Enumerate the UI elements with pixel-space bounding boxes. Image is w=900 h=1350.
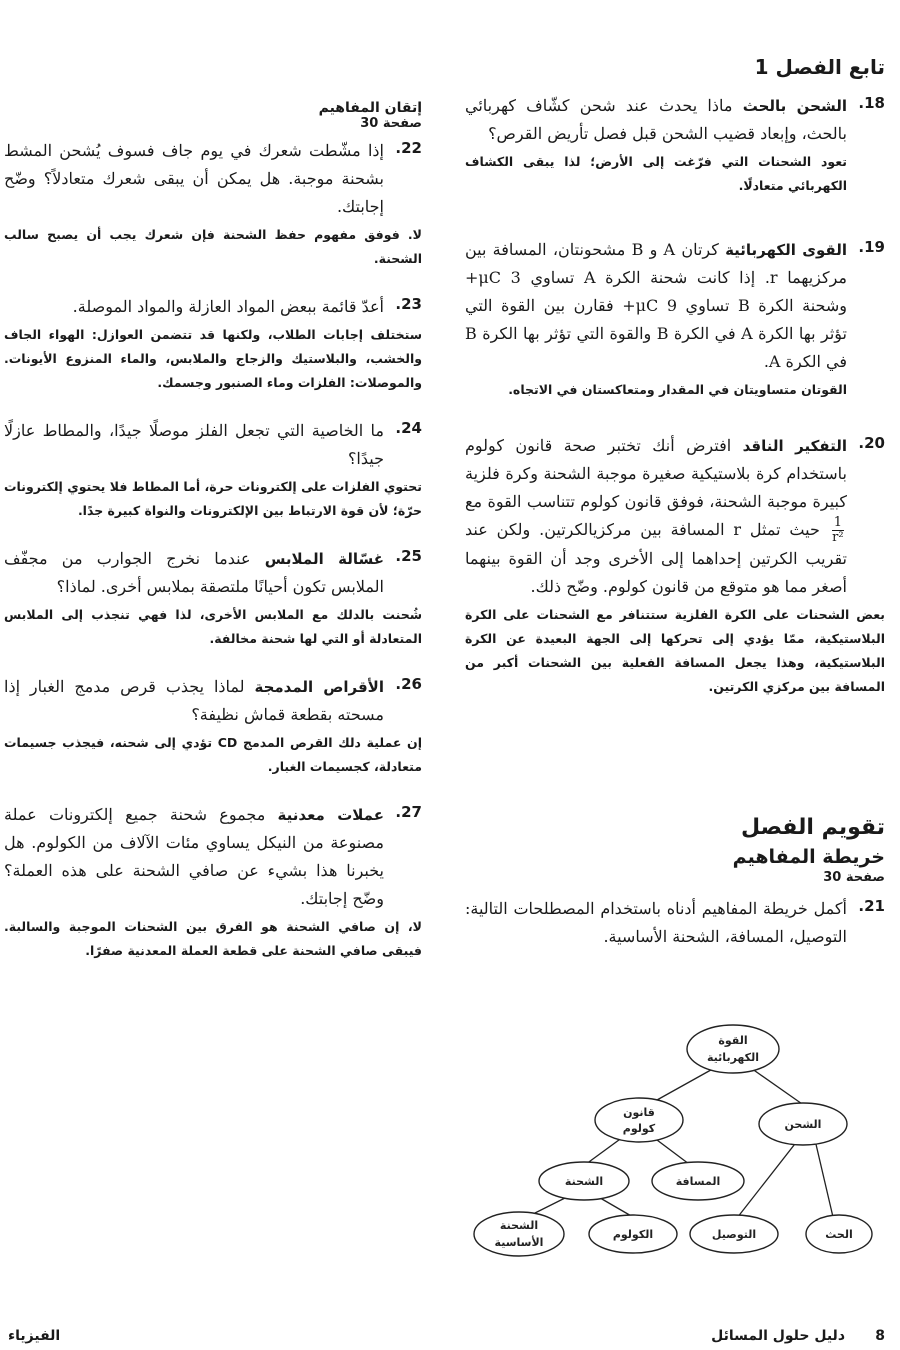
link-charging-induction <box>815 1140 833 1217</box>
question-number: 24. <box>395 419 422 437</box>
footer-page-number: 8 <box>875 1328 885 1344</box>
svg-text:الشحنة: الشحنة <box>499 1219 539 1232</box>
question-number: 18. <box>858 94 885 112</box>
svg-text:الشحن: الشحن <box>784 1118 822 1131</box>
question-20 <box>465 432 885 699</box>
question-answer: لا، إن صافي الشحنة هو الفرق بين الشحنات الموجبة والسالبة. فيبقى صافي الشحنة على قطعة العملة المعدنية صفرًا. <box>4 919 422 958</box>
question-text: ماذا يحدث عند شحن كشّاف كهربائي بالحث، وإبعاد قضيب الشحن قبل فصل تأريض القرص؟ <box>465 96 847 143</box>
question-26 <box>4 673 422 729</box>
question-label: غسّالة الملابس <box>264 550 384 568</box>
question-24 <box>4 417 422 473</box>
question-answer: ستختلف إجابات الطلاب، ولكنها قد تتضمن العوازل: الهواء الجاف والخشب، والبلاستيك والزجاج والملابس، والماء المنزوع الأيونات. والموصلات: الفلزات وماء الصنبور وجسمك. <box>4 327 422 390</box>
question-text: كرتان A و B مشحونتان، المسافة بين مركزيهما r. إذا كانت شحنة الكرة A تساوي 3 μC+ وشحنة الكرة B تساوي 9 μC+ فقارن بين القوة التي تؤثر بها الكرة A في الكرة B والقوة التي تؤثر بها الكرة B في الكرة A. <box>465 240 848 371</box>
right-column <box>465 92 885 699</box>
node-induction <box>806 1215 872 1253</box>
question-label: عملات معدنية <box>277 806 384 824</box>
svg-text:التوصيل: التوصيل <box>711 1228 757 1241</box>
section-heading: إتقان المفاهيم <box>318 100 422 116</box>
svg-text:كولوم: كولوم <box>622 1122 656 1135</box>
svg-text:المسافة: المسافة <box>675 1175 721 1188</box>
inverse-square-fraction <box>832 516 844 545</box>
question-text: عندما نخرج الجوارب من مجفّف الملابس تكون أحيانًا ملتصقة بملابس أخرى. لماذا؟ <box>4 549 384 596</box>
question-answer: لا. فوفق مفهوم حفظ الشحنة فإن شعرك يجب أن يصبح سالب الشحنة. <box>4 227 422 266</box>
fraction-denominator: r² <box>832 530 844 545</box>
svg-text:الكولوم: الكولوم <box>612 1228 654 1241</box>
svg-text:الأساسية: الأساسية <box>494 1236 544 1249</box>
question-text: أعدّ قائمة ببعض المواد العازلة والمواد الموصلة. <box>72 297 384 316</box>
node-charge <box>539 1162 629 1200</box>
concept-map <box>465 1020 875 1260</box>
page-reference: صفحة 30 <box>823 870 885 885</box>
question-number: 23. <box>395 295 422 313</box>
link-charging-conduction <box>737 1140 798 1218</box>
question-text: أكمل خريطة المفاهيم أدناه باستخدام المصطلحات التالية: التوصيل، المسافة، الشحنة الأساسية. <box>465 899 847 946</box>
question-answer: إن عملية دلك القرص المدمج CD تؤدي إلى شحنه، فيجذب جسيمات متعادلة، كجسيمات الغبار. <box>4 735 422 774</box>
node-conduction <box>690 1215 778 1253</box>
svg-text:قانون: قانون <box>623 1106 655 1119</box>
question-answer: شُحنت بالدلك مع الملابس الأخرى، لذا فهي تنجذب إلى الملابس المتعادلة أو التي لها شحنة مخالفة. <box>4 607 422 646</box>
node-charging <box>759 1103 847 1145</box>
link-force-coulomb-law <box>648 1066 718 1105</box>
question-answer: بعض الشحنات على الكرة الفلزية ستتنافر مع الشحنات على الكرة البلاستيكية، ممّا يؤدي إلى تحركها إلى الجهة البعيدة عن الكرة البلاستيكية، وهذا يجعل المسافة الفعلية بين الشحنات أكبر من المسافة بين مركزي الكرتين. <box>465 607 885 694</box>
footer-book-title: دليل حلول المسائل <box>711 1328 845 1344</box>
left-column <box>4 100 422 963</box>
question-19 <box>465 236 885 402</box>
question-label: القوى الكهربائية <box>725 241 847 259</box>
question-text: مجموع شحنة جميع إلكترونات عملة مصنوعة من النيكل يساوي مئات الآلاف من الكولوم. هل يخبرنا هذا بشيء عن صافي الشحنة على هذه العملة؟ وضّح إجابتك. <box>4 805 384 908</box>
link-force-charging <box>748 1066 805 1106</box>
page-header-title: تابع الفصل 1 <box>754 55 885 79</box>
fraction-numerator: 1 <box>833 515 843 530</box>
question-text: لماذا يجذب قرص مدمج الغبار إذا مسحته بقطعة قماش نظيفة؟ <box>4 677 384 724</box>
node-elementary-charge <box>474 1212 564 1256</box>
question-27 <box>4 801 422 913</box>
question-answer: تحتوي الفلزات على إلكترونات حرة، أما المطاط فلا يحتوي إلكترونات حرّة؛ لأن قوة الارتباط بين الإلكترونات والنواة كبيرة جدًا. <box>4 479 422 518</box>
question-text: افترض أنك تختبر صحة قانون كولوم باستخدام كرة بلاستيكية صغيرة موجبة الشحنة وكرة فلزية كبيرة موجبة الشحنة، فوفق قانون كولوم تتناسب القوة مع <box>465 436 847 511</box>
node-electric-force <box>687 1025 779 1073</box>
question-23 <box>4 293 422 321</box>
node-distance <box>652 1162 744 1200</box>
question-label: الشحن بالحث <box>742 97 847 115</box>
footer-subject: الفيزياء <box>8 1328 61 1344</box>
question-answer: تعود الشحنات التي فرّغت إلى الأرض؛ لذا يبقى الكشاف الكهربائي متعادلًا. <box>465 154 847 193</box>
node-coulomb-law <box>595 1098 683 1142</box>
question-text: إذا مشّطت شعرك في يوم جاف فسوف يُشحن المشط بشحنة موجبة. هل يمكن أن يبقى شعرك متعادلاً؟ وضّح إجابتك. <box>4 141 384 216</box>
question-18 <box>465 92 885 198</box>
question-25 <box>4 545 422 601</box>
chapter-assessment <box>465 815 885 951</box>
question-label: التفكير الناقد <box>742 437 848 455</box>
question-text-continued: حيث تمثل r المسافة بين مركزيالكرتين. ولكن عند تقريب الكرتين إحداهما إلى الأخرى وجد أن القوة بينهما أصغر مما هو متوقع من قانون كولوم. وضّح ذلك. <box>465 520 847 596</box>
question-text: ما الخاصية التي تجعل الفلز موصلًا جيدًا، والمطاط عازلًا جيدًا؟ <box>4 421 384 468</box>
question-21 <box>465 895 885 951</box>
question-number: 21. <box>858 897 885 915</box>
svg-text:الحث: الحث <box>825 1228 853 1241</box>
section-title: تقويم الفصل <box>740 815 885 840</box>
svg-text:الشحنة: الشحنة <box>564 1175 604 1188</box>
question-number: 19. <box>858 238 885 256</box>
node-coulomb <box>589 1215 677 1253</box>
svg-text:الكهربائية: الكهربائية <box>707 1051 759 1064</box>
question-number: 22. <box>395 139 422 157</box>
question-number: 25. <box>395 547 422 565</box>
question-number: 27. <box>395 803 422 821</box>
question-label: الأقراص المدمجة <box>254 678 384 696</box>
subsection-title: خريطة المفاهيم <box>732 846 885 868</box>
question-answer: القوتان متساويتان في المقدار ومتعاكستان في الاتجاه. <box>508 382 847 397</box>
question-22 <box>4 137 422 221</box>
page-reference: صفحة 30 <box>360 116 422 131</box>
question-number: 20. <box>858 434 885 452</box>
svg-text:القوة: القوة <box>718 1034 748 1047</box>
question-number: 26. <box>395 675 422 693</box>
